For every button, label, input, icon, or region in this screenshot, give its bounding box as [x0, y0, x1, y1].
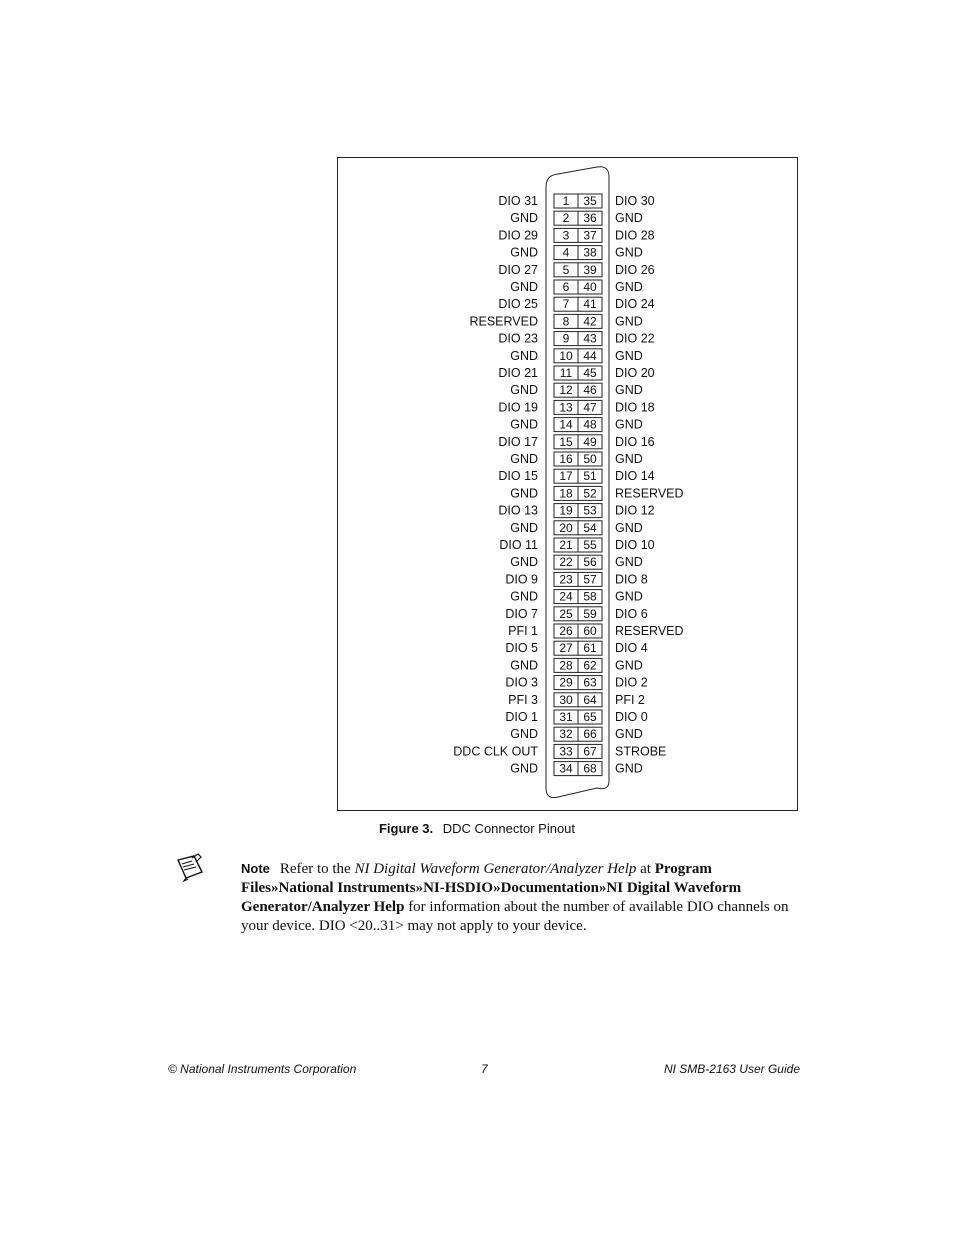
signal-label-left: DIO 11 [499, 538, 538, 552]
signal-label-left: GND [510, 383, 538, 398]
note-text-3: for information about the number of available DIO channels on your device. DIO <20..31> may not apply to your device. [241, 899, 789, 934]
pin-number-left: 28 [559, 658, 573, 673]
signal-label-right: STROBE [615, 744, 667, 759]
pin-number-right: 45 [583, 366, 597, 380]
pin-number-right: 46 [583, 383, 597, 398]
signal-label-right: DIO 14 [615, 469, 655, 484]
signal-label-right: DIO 26 [615, 262, 655, 277]
pin-number-left: 18 [559, 486, 573, 501]
pin-number-left: 9 [562, 331, 570, 346]
pin-number-left: 1 [562, 194, 570, 208]
signal-label-left: DIO 13 [498, 503, 538, 518]
pin-number-left: 11 [559, 366, 573, 380]
signal-label-right: RESERVED [615, 486, 684, 501]
pin-number-right: 48 [583, 417, 597, 432]
figure-frame [337, 157, 798, 811]
signal-label-right: DIO 30 [615, 194, 655, 208]
pin-number-left: 4 [562, 245, 570, 260]
figure-number: Figure 3. [378, 821, 434, 836]
signal-label-left: DIO 3 [505, 675, 538, 690]
pin-number-left: 24 [559, 589, 573, 604]
pin-number-right: 42 [583, 314, 597, 329]
signal-label-left: GND [510, 555, 538, 570]
signal-label-left: DIO 9 [505, 572, 538, 587]
signal-label-right: DIO 20 [615, 366, 655, 380]
pin-number-right: 43 [583, 331, 597, 346]
pin-number-left: 29 [559, 675, 573, 690]
note-help-path: Program Files»National Instruments»NI-HSDIO»Documentation»NI Digital Waveform Generator/Analyzer Help [241, 861, 742, 915]
pin-number-left: 17 [559, 469, 573, 484]
signal-label-left: GND [510, 761, 538, 776]
pin-number-right: 50 [583, 452, 597, 466]
signal-label-right: GND [615, 383, 643, 398]
signal-label-left: DDC CLK OUT [453, 744, 538, 759]
pin-number-right: 67 [583, 744, 597, 759]
signal-label-right: DIO 8 [615, 572, 648, 587]
pin-number-right: 58 [583, 589, 597, 604]
pin-number-left: 16 [559, 452, 573, 466]
signal-label-right: DIO 4 [615, 641, 648, 656]
pin-number-left: 23 [559, 572, 573, 587]
pin-number-left: 32 [559, 727, 573, 742]
signal-label-right: GND [615, 727, 643, 742]
signal-label-right: DIO 0 [615, 710, 648, 724]
pin-number-right: 49 [583, 434, 597, 449]
pin-number-left: 30 [559, 692, 573, 707]
pin-number-left: 15 [559, 434, 573, 449]
pin-number-left: 33 [559, 744, 573, 759]
pin-number-left: 26 [559, 624, 573, 638]
pin-number-left: 25 [559, 606, 573, 621]
signal-label-right: DIO 28 [615, 228, 655, 243]
signal-label-right: DIO 12 [615, 503, 655, 518]
pin-number-left: 19 [559, 503, 573, 518]
page-footer [168, 1062, 800, 1078]
pin-number-left: 7 [562, 297, 570, 312]
pin-number-right: 47 [583, 400, 597, 415]
pin-number-right: 51 [583, 469, 597, 484]
signal-label-right: GND [615, 658, 643, 673]
footer-doc-title: NI SMB-2163 User Guide [663, 1062, 800, 1076]
signal-label-right: GND [615, 211, 643, 226]
pin-number-right: 59 [583, 606, 597, 621]
pin-number-right: 65 [583, 710, 597, 724]
pin-number-right: 39 [583, 262, 597, 277]
pin-number-left: 12 [559, 383, 573, 398]
pin-number-right: 52 [583, 486, 597, 501]
pin-number-right: 54 [583, 520, 597, 535]
signal-label-left: PFI 1 [508, 624, 538, 638]
pin-number-left: 14 [559, 417, 573, 432]
footer-copyright: © National Instruments Corporation [168, 1062, 357, 1076]
signal-label-left: DIO 29 [498, 228, 538, 243]
signal-label-left: DIO 27 [498, 262, 538, 277]
pin-number-right: 64 [583, 692, 597, 707]
signal-label-right: DIO 22 [615, 331, 655, 346]
signal-label-right: DIO 10 [615, 538, 655, 552]
signal-label-right: GND [615, 452, 643, 466]
pin-number-right: 57 [583, 572, 597, 587]
pin-number-right: 41 [583, 297, 597, 312]
signal-label-right: GND [615, 520, 643, 535]
signal-label-left: GND [510, 348, 538, 363]
note-paragraph [241, 859, 801, 936]
signal-label-left: DIO 19 [498, 400, 538, 415]
signal-label-left: DIO 23 [498, 331, 538, 346]
signal-label-left: DIO 5 [505, 641, 538, 656]
signal-label-left: DIO 31 [498, 194, 538, 208]
note-text-1: Refer to the [279, 861, 355, 877]
pin-number-left: 6 [562, 280, 570, 294]
footer-page-number: 7 [481, 1062, 488, 1076]
signal-label-left: GND [510, 589, 538, 604]
signal-label-left: GND [510, 211, 538, 226]
signal-label-right: GND [615, 280, 643, 294]
signal-label-right: GND [615, 417, 643, 432]
signal-label-right: RESERVED [615, 624, 684, 638]
pin-number-right: 37 [583, 228, 597, 243]
signal-label-right: DIO 16 [615, 434, 655, 449]
pin-number-right: 61 [583, 641, 597, 656]
note-help-title: NI Digital Waveform Generator/Analyzer Help [354, 861, 637, 877]
signal-label-right: GND [615, 245, 643, 260]
pin-number-right: 56 [583, 555, 597, 570]
pin-number-left: 27 [559, 641, 573, 656]
signal-label-right: GND [615, 555, 643, 570]
pin-number-left: 10 [559, 348, 573, 363]
pin-number-left: 3 [562, 228, 570, 243]
pin-number-left: 8 [562, 314, 570, 329]
pin-number-right: 60 [583, 624, 597, 638]
pin-number-left: 20 [559, 520, 573, 535]
signal-label-right: PFI 2 [615, 692, 645, 707]
signal-label-right: GND [615, 314, 643, 329]
signal-label-left: GND [510, 245, 538, 260]
note-text-2: at [636, 861, 655, 877]
pin-number-right: 68 [583, 761, 597, 776]
signal-label-left: GND [510, 727, 538, 742]
signal-label-left: GND [510, 520, 538, 535]
signal-label-left: GND [510, 452, 538, 466]
pin-number-right: 36 [583, 211, 597, 226]
signal-label-left: PFI 3 [508, 692, 538, 707]
pin-number-right: 63 [583, 675, 597, 690]
signal-label-left: DIO 21 [498, 366, 538, 380]
pin-number-right: 55 [583, 538, 597, 552]
signal-label-right: GND [615, 589, 643, 604]
signal-label-left: GND [510, 280, 538, 294]
pin-number-left: 31 [559, 710, 573, 724]
signal-label-left: DIO 25 [498, 297, 538, 312]
pin-number-right: 66 [583, 727, 597, 742]
signal-label-right: DIO 18 [615, 400, 655, 415]
pin-number-left: 34 [559, 761, 573, 776]
signal-label-right: DIO 2 [615, 675, 648, 690]
ddc-connector-diagram [338, 158, 799, 812]
pin-number-right: 40 [583, 280, 597, 294]
signal-label-right: DIO 6 [615, 606, 648, 621]
pin-number-left: 5 [562, 262, 570, 277]
signal-label-left: DIO 15 [498, 469, 538, 484]
signal-label-left: DIO 17 [498, 434, 538, 449]
note-label: Note [241, 861, 270, 876]
signal-label-right: DIO 24 [615, 297, 655, 312]
figure-caption [0, 821, 954, 836]
figure-title: DDC Connector Pinout [442, 821, 576, 836]
pin-number-left: 21 [559, 538, 573, 552]
pin-number-right: 44 [583, 348, 597, 363]
pin-number-left: 22 [559, 555, 573, 570]
signal-label-left: GND [510, 486, 538, 501]
note-icon [174, 852, 206, 884]
signal-label-right: GND [615, 761, 643, 776]
pin-number-right: 38 [583, 245, 597, 260]
signal-label-left: GND [510, 417, 538, 432]
signal-label-left: RESERVED [469, 314, 538, 329]
pin-number-right: 35 [583, 194, 597, 208]
signal-label-left: DIO 7 [505, 606, 538, 621]
pin-number-right: 53 [583, 503, 597, 518]
signal-label-left: DIO 1 [505, 710, 538, 724]
signal-label-left: GND [510, 658, 538, 673]
pin-number-left: 2 [562, 211, 570, 226]
pin-number-right: 62 [583, 658, 597, 673]
pin-number-left: 13 [559, 400, 573, 415]
signal-label-right: GND [615, 348, 643, 363]
